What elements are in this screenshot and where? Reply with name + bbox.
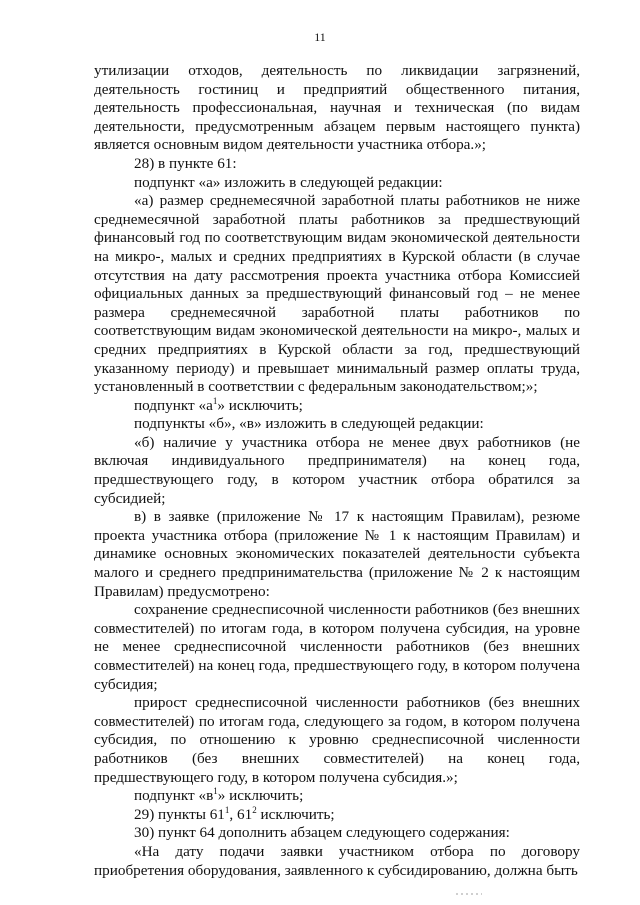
superscript: 1 <box>213 786 218 797</box>
paragraph-text: в) в заявке (приложение № 17 к настоящим Правилам), резюме проекта участника отбора (приложение № 1 к настоящим Правилам) и динамике основных экономических показателей деятельности субъекта малого и среднего предпринимательства (приложение № 2 к настоящим Правилам) предусмотрено: <box>94 508 580 600</box>
paragraph-text: «а) размер среднемесячной заработной платы работников не ниже среднемесячной заработной платы работников за предшествующий финансовый год по соответствующим видам экономической деятельности на микро-, малых и средних предприятиях в Курской области (в случае отсутствия на дату рассмотрения проекта участника отбора Комиссией официальных данных за предшествующий финансовый год – не менее размера среднемесячной заработной платы работников по соответствующим видам экономической деятельности на микро-, малых и средних предприятиях в Курской области за год, предшествующий указанному периоду) и превышает минимальный размер оплаты труда, установленный в соответствии с федеральным законодательством;»; <box>94 192 580 396</box>
paragraph <box>94 694 580 787</box>
paragraph <box>94 397 580 416</box>
scan-artifact <box>456 893 482 895</box>
paragraph <box>94 192 580 397</box>
paragraph-text: 28) в пункте 61: <box>134 154 237 172</box>
paragraph-text: прирост среднесписочной численности работников (без внешних совместителей) по итогам года, следующего за годом, в котором получена субсидия, по отношению к уровню среднесписочной численности работников (без внешних совместителей) на конец года, предшествующего году, в котором получена субсидия.»; <box>94 694 580 786</box>
paragraph-text: подпункт «а <box>134 396 213 414</box>
paragraph <box>94 601 580 694</box>
paragraph <box>94 155 580 174</box>
paragraph <box>94 843 580 880</box>
paragraph-text: 30) пункт 64 дополнить абзацем следующего содержания: <box>134 824 510 842</box>
paragraph-text: «На дату подачи заявки участником отбора по договору приобретения оборудования, заявленного к субсидированию, должна быть <box>94 842 580 879</box>
paragraph-text: сохранение среднесписочной численности работников (без внешних совместителей) по итогам года, в котором получена субсидия, на уровне не менее среднесписочной численности работников (без внешних совместителей) на конец года, предшествующего году, в котором получена субсидия; <box>94 601 580 693</box>
page-number: 11 <box>314 30 326 44</box>
paragraph <box>94 415 580 434</box>
superscript: 1 <box>212 395 218 406</box>
superscript: 1 <box>224 804 230 815</box>
paragraph-text: , 61 <box>229 805 253 823</box>
paragraph <box>94 62 580 155</box>
paragraph <box>94 806 580 825</box>
paragraph <box>94 508 580 601</box>
document-body <box>94 62 580 880</box>
paragraph-text: подпункты «б», «в» изложить в следующей редакции: <box>134 415 484 433</box>
paragraph <box>94 824 580 843</box>
superscript: 2 <box>252 804 257 815</box>
paragraph <box>94 787 580 806</box>
paragraph-text: исключить; <box>256 805 335 823</box>
paragraph-text: «б) наличие у участника отбора не менее двух работников (не включая индивидуального предпринимателя) на конец года, предшествующего году, в котором участник отбора обратился за субсидией; <box>94 433 580 507</box>
paragraph <box>94 434 580 508</box>
paragraph-text: подпункт «в <box>134 787 214 805</box>
paragraph-text: » исключить; <box>217 787 304 805</box>
paragraph <box>94 174 580 193</box>
paragraph-text: подпункт «а» изложить в следующей редакции: <box>134 173 443 191</box>
paragraph-text: утилизации отходов, деятельность по ликвидации загрязнений, деятельность гостиниц и предприятий общественного питания, деятельность профессиональная, научная и техническая (по видам деятельности, предусмотренным абзацем первым настоящего пункта) является основным видом деятельности участника отбора.»; <box>94 62 580 154</box>
paragraph-text: 29) пункты 61 <box>134 805 225 823</box>
paragraph-text: » исключить; <box>217 396 303 414</box>
